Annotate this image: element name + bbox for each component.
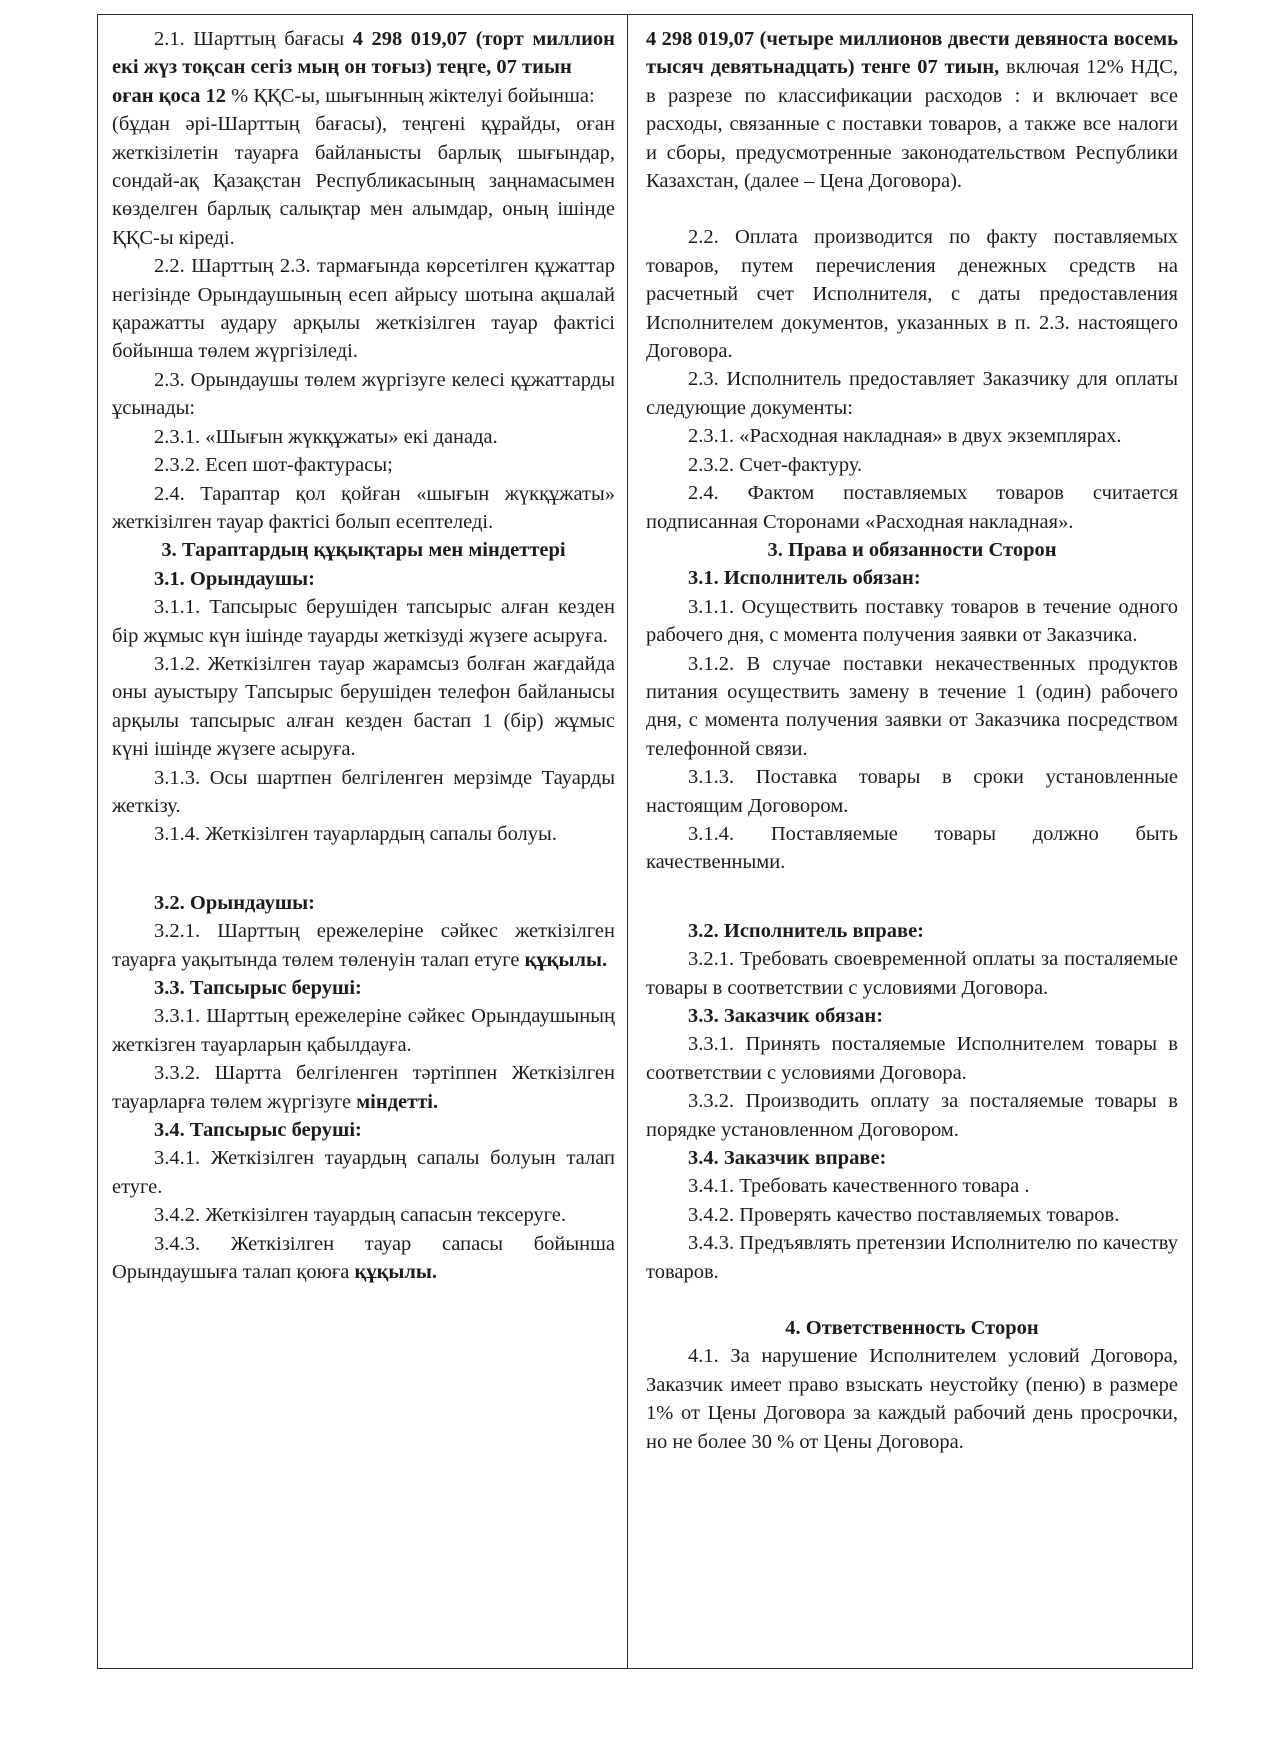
clause-3-4-1-ru: 3.4.1. Требовать качественного товара .: [688, 1175, 1030, 1198]
clause-emphasis: құқылы.: [524, 948, 608, 971]
clause-2-2-kz: 2.2. Шарттың 2.3. тармағында көрсетілген құжаттар негізінде Орындаушының есеп айрысу шотына ақшалай қаражатты аудару арқылы жеткізілген тауар фактісі бойынша төлем жүргізіледі.: [112, 255, 615, 363]
clause-3-1-2-kz: 3.1.2. Жеткізілген тауар жарамсыз болған жағдайда оны ауыстыру Тапсырыс берушіден телефон байланысы арқылы тапсырыс алған кезден бастап 1 (бір) жұмыс күні ішінде жүзеге асыруға.: [112, 652, 615, 761]
clause-3-1-3-ru: 3.1.3. Поставка товары в сроки установленные настоящим Договором.: [646, 766, 1178, 817]
section-3-heading-ru: 3. Права и обязанности Сторон: [767, 538, 1057, 561]
clause-emphasis: құқылы.: [354, 1261, 438, 1284]
price-amount: 4 298 019,07 (четыре миллионов двести девяноста восемь тысяч девятьнадцать) тенге 07 тиын,: [646, 28, 1178, 79]
clause-text: включая 12% НДС, в разрезе по классификации расходов : и включает все расходы, связанные с поставки товаров, а также все налоги и сборы, предусмотренные законодательством Республики Казахстан, (далее – Цена Договора).: [646, 56, 1178, 193]
subsection-3-1-heading-kz: 3.1. Орындаушы:: [154, 567, 316, 590]
contract-page-table: [97, 14, 1193, 1669]
section-4-heading-ru: 4. Ответственность Сторон: [785, 1317, 1039, 1340]
clause-2-3-2-ru: 2.3.2. Счет-фактуру.: [688, 453, 863, 476]
clause-2-1-kz-cont: (бұдан әрі-Шарттың бағасы), теңгені құрайды, оған жеткізілетін тауарға байланысты барлық шығындар, сондай-ақ Қазақстан Республикасының заңнамасымен көзделген барлық салықтар мен алымдар, оның ішінде ҚҚС-ы кіреді.: [112, 113, 615, 249]
clause-2-3-2-kz: 2.3.2. Есеп шот-фактурасы;: [154, 454, 393, 477]
clause-3-2-1-ru: 3.2.1. Требовать своевременной оплаты за посталяемые товары в соответствии с условиями Договора.: [646, 948, 1178, 999]
clause-3-1-3-kz: 3.1.3. Осы шартпен белгіленген мерзімде Тауарды жеткізу.: [112, 766, 615, 817]
clause-3-3-2-kz: [112, 1059, 615, 1116]
section-3-heading-kz: 3. Тараптардың құқықтары мен міндеттері: [161, 539, 566, 562]
kazakh-column: [98, 15, 628, 1668]
clause-2-3-1-ru: 2.3.1. «Расходная накладная» в двух экземплярах.: [688, 425, 1122, 448]
clause-2-1-kz-vat: [112, 82, 615, 110]
clause-3-3-1-kz: 3.3.1. Шарттың ережелеріне сәйкес Орындаушының жеткізген тауарларын қабылдауға.: [112, 1005, 615, 1056]
subsection-3-3-heading-kz: 3.3. Тапсырыс беруші:: [154, 977, 362, 999]
price-amount: 4 298 019,07 (торт миллион екі жүз тоқсан сегіз мың он тоғыз) теңге, 07 тиын: [112, 28, 615, 79]
clause-3-1-1-ru: 3.1.1. Осуществить поставку товаров в течение одного рабочего дня, с момента получения заявки от Заказчика.: [646, 595, 1178, 647]
clause-2-1-ru: [646, 25, 1178, 195]
subsection-3-1-heading-ru: 3.1. Исполнитель обязан:: [688, 567, 921, 590]
clause-text: % ҚҚС-ы, шығынның жіктелуі бойынша:: [226, 84, 595, 107]
subsection-3-4-heading-ru: 3.4. Заказчик вправе:: [688, 1147, 887, 1170]
subsection-3-3-heading-ru: 3.3. Заказчик обязан:: [688, 1005, 884, 1027]
clause-3-2-1-kz: [112, 917, 615, 974]
clause-3-1-4-kz: 3.1.4. Жеткізілген тауарлардың сапалы болуы.: [154, 823, 557, 846]
clause-text: 2.1. Шарттың бағасы: [154, 28, 353, 50]
clause-text: 3.2.1. Шарттың ережелеріне сәйкес жеткізілген тауарға уақытында төлем төленуін талап етуге: [112, 920, 615, 971]
clause-4-1-ru: 4.1. За нарушение Исполнителем условий Договора, Заказчик имеет право взыскать неустойку (пеню) в размере 1% от Цены Договора за каждый рабочий день просрочки, но не более 30 % от Цены Договора.: [646, 1345, 1178, 1453]
clause-3-1-1-kz: 3.1.1. Тапсырыс берушіден тапсырыс алған кезден бір жұмыс күн ішінде тауарды жеткізуді жүзеге асыруға.: [112, 596, 615, 647]
clause-3-1-2-ru: 3.1.2. В случае поставки некачественных продуктов питания осуществить замену в течение 1 (один) рабочего дня, с момента получения заявки от Заказчика посредством телефонной связи.: [646, 652, 1178, 760]
clause-text: 3.3.2. Шартта белгіленген тәртіппен Жеткізілген тауарларға төлем жүргізуге: [112, 1062, 615, 1113]
clause-2-3-kz: 2.3. Орындаушы төлем жүргізуге келесі құжаттарды ұсынады:: [112, 368, 615, 420]
spacer: [112, 849, 615, 889]
clause-3-4-3-kz: [112, 1230, 615, 1287]
clause-emphasis: міндетті.: [356, 1090, 439, 1113]
clause-3-4-2-kz: 3.4.2. Жеткізілген тауардың сапасын тексеруге.: [154, 1204, 567, 1227]
clause-2-3-ru: 2.3. Исполнитель предоставляет Заказчику для оплаты следующие документы:: [646, 368, 1178, 419]
russian-column: [628, 15, 1192, 1668]
clause-3-3-1-ru: 3.3.1. Принять посталяемые Исполнителем товары в соответствии с условиями Договора.: [646, 1033, 1178, 1084]
vat-rate: оған қоса 12: [112, 84, 227, 107]
clause-3-4-1-kz: 3.4.1. Жеткізілген тауардың сапалы болуын талап етуге.: [112, 1147, 615, 1198]
clause-3-4-3-ru: 3.4.3. Предъявлять претензии Исполнителю по качеству товаров.: [646, 1232, 1178, 1283]
spacer: [646, 195, 1178, 223]
subsection-3-4-heading-kz: 3.4. Тапсырыс беруші:: [154, 1119, 362, 1142]
clause-text: 3.4.3. Жеткізілген тауар сапасы бойынша Орындаушыға талап қоюға: [112, 1232, 615, 1284]
clause-3-1-4-ru: 3.1.4. Поставляемые товары должно быть качественными.: [646, 822, 1178, 874]
subsection-3-2-heading-ru: 3.2. Исполнитель вправе:: [688, 919, 925, 942]
clause-3-3-2-ru: 3.3.2. Производить оплату за посталяемые товары в порядке установленном Договором.: [646, 1090, 1178, 1141]
clause-2-1-kz: [112, 25, 615, 82]
spacer: [646, 877, 1178, 917]
subsection-3-2-heading-kz: 3.2. Орындаушы:: [154, 891, 316, 914]
clause-2-3-1-kz: 2.3.1. «Шығын жүкқұжаты» екі данада.: [154, 425, 498, 448]
clause-3-4-2-ru: 3.4.2. Проверять качество поставляемых товаров.: [688, 1203, 1120, 1226]
clause-2-4-kz: 2.4. Тараптар қол қойған «шығын жүкқұжаты» жеткізілген тауар фактісі болып есептеледі.: [112, 482, 615, 533]
clause-2-4-ru: 2.4. Фактом поставляемых товаров считается подписанная Сторонами «Расходная накладная».: [646, 482, 1178, 533]
spacer: [646, 1286, 1178, 1314]
clause-2-2-ru: 2.2. Оплата производится по факту поставляемых товаров, путем перечисления денежных средств на расчетный счет Исполнителя, с даты предоставления Исполнителем документов, указанных в п. 2.3. настоящего Договора.: [646, 226, 1178, 363]
